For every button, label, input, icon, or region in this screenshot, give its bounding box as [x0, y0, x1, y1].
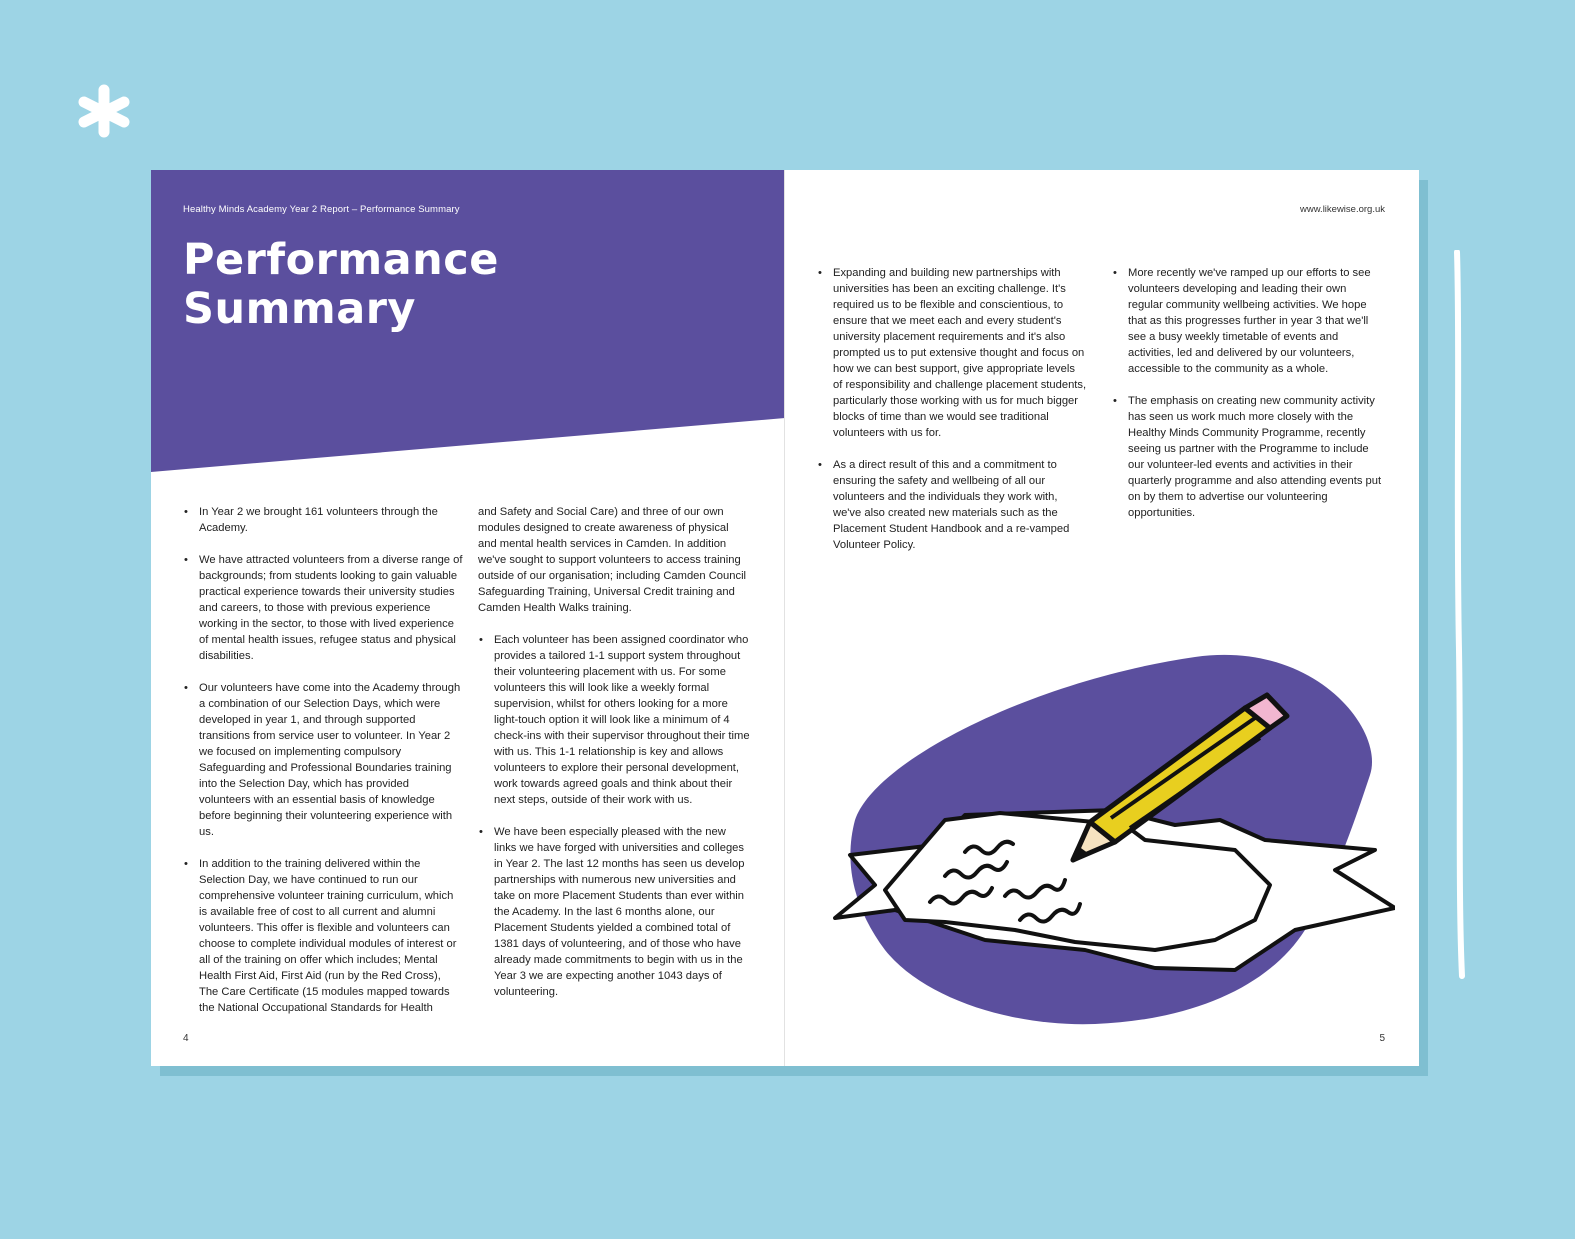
page-right — [785, 170, 1419, 1066]
column-2 — [478, 504, 750, 1016]
document-spread — [151, 170, 1419, 1066]
list-item: • In addition to the training delivered within the Selection Day, we have continued to run our comprehensive volunteer training curriculum, which is available free of cost to all current and alumni volunteers. This offer is flexible and volunteers can choose to complete individual modules of interest or all of the training on offer which includes; Mental Health First Aid, First Aid (run by the Red Cross), The Care Certificate (15 modules mapped towards the National Occupational Standards for Health — [183, 856, 463, 1016]
page-number-left: 4 — [183, 1033, 189, 1044]
header-block — [151, 170, 785, 475]
list-item: • In Year 2 we brought 161 volunteers through the Academy. — [183, 504, 463, 536]
list-item: • We have attracted volunteers from a diverse range of backgrounds; from students looking to gain valuable practical experience towards their university studies and careers, to those with previous experience working in the sector, to those with lived experience of mental health issues, refugee status and physical disabilities. — [183, 552, 463, 664]
website-url: www.likewise.org.uk — [1300, 204, 1385, 215]
page-left — [151, 170, 785, 1066]
list-item-continuation: and Safety and Social Care) and three of our own modules designed to create awareness of physical and mental health services in Camden. In addition we've sought to support volunteers to access training outside of our organisation; including Camden Council Safeguarding Training, Universal Credit training and Camden Health Walks training. — [478, 506, 747, 614]
list-item: • More recently we've ramped up our efforts to see volunteers developing and leading their own regular community wellbeing activities. We hope that as this progresses further in year 3 that we'll see a busy weekly timetable of events and activities, led and delivered by our volunteers, accessible to the community as a whole. — [1112, 265, 1384, 377]
column-1 — [183, 504, 463, 1032]
list-item: • The emphasis on creating new community activity has seen us work much more closely with the Healthy Minds Community Programme, recently seeing us partner with the Programme to include our volunteer-led events and activities in their quarterly programme and also attending events put on by them to advertise our volunteering opportunities. — [1112, 393, 1384, 521]
column-3 — [817, 265, 1087, 569]
asterisk-icon — [74, 82, 134, 142]
list-item: • We have been especially pleased with the new links we have forged with universities and colleges in Year 2. The last 12 months has seen us develop partnerships with numerous new universities and take on more Placement Students than ever within the Academy. In the last 6 months alone, our Placement Students yielded a combined total of 1381 days of volunteering, and of those who have already made commitments to begin with us in the Year 3 we are expecting another 1043 days of volunteering. — [478, 824, 750, 1000]
column-4 — [1112, 265, 1384, 537]
list-item: • Each volunteer has been assigned coordinator who provides a tailored 1-1 support system throughout their volunteering placement with us. For some volunteers this will look like a weekly formal supervision, whilst for others looking for a more light-touch option it will look like a minimum of 4 check-ins with their supervisor throughout their time with us. This 1-1 relationship is key and allows volunteers to explore their personal development, work towards agreed goals and think about their next steps, outside of their work with us. — [478, 632, 750, 808]
running-head: Healthy Minds Academy Year 2 Report – Performance Summary — [183, 204, 460, 215]
title-line-1: Performance — [183, 235, 499, 285]
list-item: • As a direct result of this and a commitment to ensuring the safety and wellbeing of all our volunteers and the individuals they work with, we've also created new materials such as the Placement Student Handbook and a re-vamped Volunteer Policy. — [817, 457, 1087, 553]
list-item: • Our volunteers have come into the Academy through a combination of our Selection Days, which were developed in year 1, and through supported transitions from service user to volunteer. In Year 2 we focused on implementing compulsory Safeguarding and Professional Boundaries training into the Selection Day, which has provided volunteers with an essential basis of knowledge before beginning their volunteering experience with us. — [183, 680, 463, 840]
title-line-2: Summary — [183, 284, 416, 334]
page-number-right: 5 — [1379, 1033, 1385, 1044]
list-item: • Expanding and building new partnerships with universities has been an exciting challenge. It's required us to be flexible and conscientious, to ensure that we meet each and every student's university placement requirements and it's also prompted us to put extensive thought and focus on how we can best support, give appropriate levels of responsibility and challenge placement students, particularly those working with us for much bigger blocks of time than we would see traditional volunteers with us for. — [817, 265, 1087, 441]
page-title — [183, 236, 623, 334]
decorative-scribble — [1452, 250, 1472, 980]
pencil-paper-illustration — [815, 650, 1395, 1030]
